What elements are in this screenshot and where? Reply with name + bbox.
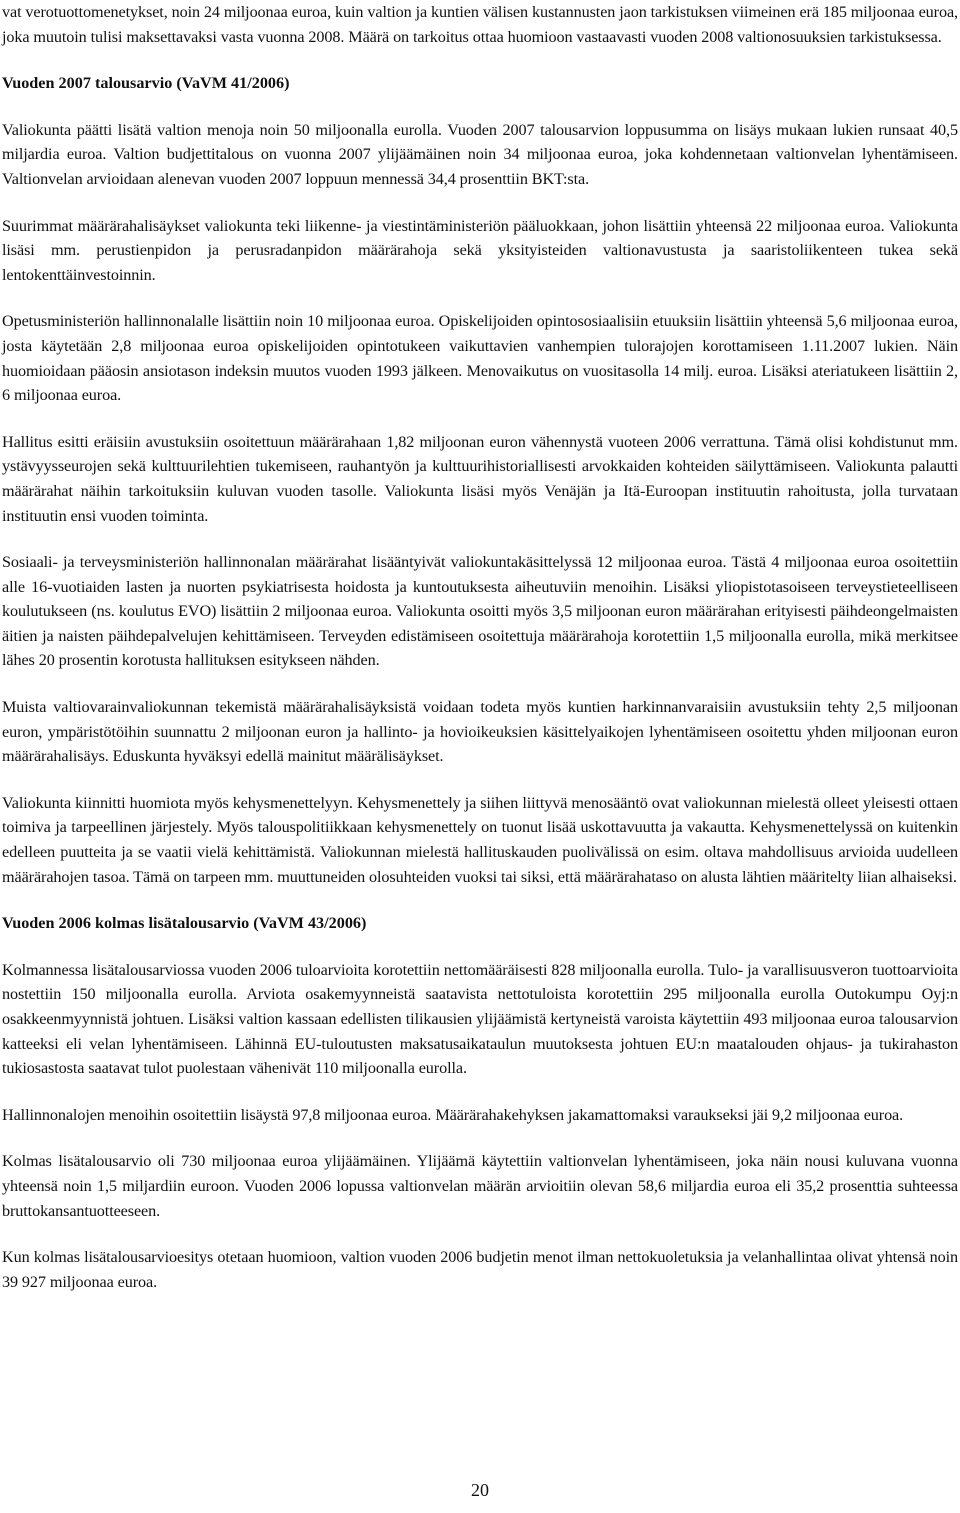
spacer [2,769,958,791]
paragraph-2007-other-additions: Muista valtiovarainvaliokunnan tekemistä määrärahalisäyksistä voidaan todeta myös kuntien harkinnanvaraisiin avustuksiin tehty 2,5 miljoonan euron, ympäristötöihin suunnattu 2 miljoonan euron ja hallinto- ja hovioikeuksien käsittelyaikojen lyhentämiseen osoitettu yhden miljoonan euron määrärahalisäys. Eduskunta hyväksyi edellä mainitut määrälisäykset. [2,698,958,766]
paragraph-intro: vat verotuottomenetykset, noin 24 miljoonaa euroa, kuin valtion ja kuntien välisen kustannusten jaon tarkistuksen viimeinen erä 185 miljoonaa euroa, joka muutoin tulisi maksettavaksi vasta vuonna 2008. Määrä on tarkoitus ottaa huomioon vastaavasti vuoden 2008 valtionosuuksien tarkistuksessa. [2,3,958,46]
paragraph-2007-summary: Valiokunta päätti lisätä valtion menoja noin 50 miljoonalla eurolla. Vuoden 2007 talousarvion loppusumma on lisäys mukaan lukien runsaat 40,5 miljardia euroa. Valtion budjettitalous on vuonna 2007 ylijäämäinen noin 34 miljoonaa euroa, joka kohdennetaan valtionvelan lyhentämiseen. Valtionvelan arvioidaan alenevan vuoden 2007 loppuun mennessä 34,4 prosenttiin BKT:sta. [2,120,958,188]
paragraph-2006-surplus: Kolmas lisätalousarvio oli 730 miljoonaa euroa ylijäämäinen. Ylijäämä käytettiin valtionvelan lyhentämiseen, joka näin nousi kuluvana vuonna yhteensä noin 1,5 miljardiin euroon. Vuoden 2006 lopussa valtionvelan määrän arvioitiin olevan 58,6 miljardia euroa eli 35,2 prosenttia suhteessa bruttokansantuotteeseen. [2,1152,958,1220]
spacer [2,1127,958,1149]
paragraph-2006-revenue: Kolmannessa lisätalousarviossa vuoden 2006 tuloarvioita korotettiin nettomääräisesti 828 miljoonalla eurolla. Tulo- ja varallisuusveron tuottoarvioita nostettiin 150 miljoonalla eurolla. Arviota osakemyynneistä saatavista nettotuloista korotettiin 295 miljoonalla eurolla Outokumpu Oyj:n osakkeenmyynnistä johtuen. Lisäksi valtion kassaan edellisten tilikausien ylijäämistä kertyneistä varoista käytettiin 493 miljoonaa euroa talousarvion katteeksi eli velan lyhentämiseen. Lähinnä EU-tuloutusten maksatusaikataulun muutoksesta johtuen EU:n maatalouden ohjaus- ja tukirahaston tukiosastosta saatavat tulot puolestaan vähenivät 110 miljoonalla eurolla. [2,960,958,1078]
page-number: 20 [471,1480,489,1500]
spacer [2,49,958,71]
spacer [2,528,958,550]
spacer [2,673,958,695]
paragraph-2007-social-health: Sosiaali- ja terveysministeriön hallinnonalan määrärahat lisääntyivät valiokuntakäsittelyssä 12 miljoonaa euroa. Tästä 4 miljoonaa euroa osoitettiin alle 16-vuotiaiden lasten ja nuorten psykiatrisesta hoidosta ja kuntoutuksesta aiheutuviin menoihin. Lisäksi yliopistotasoiseen terveystieteelliseen koulutukseen (ns. koulutus EVO) lisättiin 2 miljoonaa euroa. Valiokunta osoitti myös 3,5 miljoonan euron määrärahan erityisesti päihdeongelmaisten äitien ja naisten päihdepalvelujen kehittämiseen. Terveyden edistämiseen osoitettuja määrärahoja korotettiin 1,5 miljoonalla eurolla, mikä merkitsee lähes 20 prosentin korotusta hallituksen esitykseen nähden. [2,553,958,670]
section-heading-2007: Vuoden 2007 talousarvio (VaVM 41/2006) [2,74,290,93]
paragraph-2007-frame-procedure: Valiokunta kiinnitti huomiota myös kehysmenettelyyn. Kehysmenettely ja siihen liittyvä menosääntö ovat valiokunnan mielestä olleet yleisesti ottaen toimiva ja tarpeellinen järjestely. Myös talouspolitiikkaan kehysmenettely on tuonut lisää uskottavuutta ja vakautta. Kehysmenettelyssä on kuitenkin edelleen puutteita ja se vaatii vielä kehittämistä. Valiokunnan mielestä hallituskauden puolivälissä on esim. oltava mahdollisuus arvioida uudelleen määrärahojen tasoa. Tämä on tarpeen mm. muuttuneiden olosuhteiden vuoksi tai siksi, että määrärahataso on alusta lähtien määritelty liian alhaiseksi. [2,793,958,886]
paragraph-2007-transport: Suurimmat määrärahalisäykset valiokunta teki liikenne- ja viestintäministeriön pääluokkaan, johon lisättiin yhteensä 22 miljoonaa euroa. Valiokunta lisäsi mm. perustienpidon ja perusradanpidon määrärahoja sekä yksityisteiden valtionavustusta ja saaristoliikenteen tukea sekä lentokenttäinvestoinnin. [2,216,958,284]
spacer [2,889,958,911]
spacer [2,1223,958,1245]
paragraph-2007-education: Opetusministeriön hallinnonalalle lisättiin noin 10 miljoonaa euroa. Opiskelijoiden opintososiaalisiin etuuksiin lisättiin yhteensä 5,6 miljoonaa euroa, josta käytetään 2,8 miljoonaa euroa opiskelijoiden opintotukeen vaikuttavien vanhempien tulorajojen korottamiseen 1.11.2007 lukien. Näin huomioidaan pääosin ansiotason indeksin muutos vuoden 1993 jälkeen. Menovaikutus on vuositasolla 14 milj. euroa. Lisäksi ateriatukeen lisättiin 2, 6 miljoonaa euroa. [2,312,958,405]
spacer [2,287,958,309]
paragraph-2006-total: Kun kolmas lisätalousarvioesitys otetaan huomioon, valtion vuoden 2006 budjetin menot ilman nettokuoletuksia ja velanhallintaa olivat yhtensä noin 39 927 miljoonaa euroa. [2,1248,958,1291]
paragraph-2007-grants: Hallitus esitti eräisiin avustuksiin osoitettuun määrärahaan 1,82 miljoonan euron vähennystä vuoteen 2006 verrattuna. Tämä olisi kohdistunut mm. ystävyysseurojen sekä kulttuurilehtien tukemiseen, rauhantyön ja kulttuurihistoriallisesti arvokkaiden kohteiden säilyttämiseen. Valiokunta palautti määrärahat näihin tarkoituksiin kuluvan vuoden tasolle. Valiokunta lisäsi myös Venäjän ja Itä-Euroopan instituutin rahoitusta, jolla turvataan instituutin ensi vuoden toiminta. [2,432,958,525]
spacer [2,1081,958,1103]
spacer [2,408,958,430]
page-body [2,0,958,1294]
section-heading-2006: Vuoden 2006 kolmas lisätalousarvio (VaVM 43/2006) [2,914,367,933]
spacer [2,192,958,214]
spacer [2,96,958,118]
paragraph-2006-expenses: Hallinnonalojen menoihin osoitettiin lisäystä 97,8 miljoonaa euroa. Määrärahakehyksen jakamattomaksi varaukseksi jäi 9,2 miljoonaa euroa. [2,1105,904,1124]
spacer [2,936,958,958]
